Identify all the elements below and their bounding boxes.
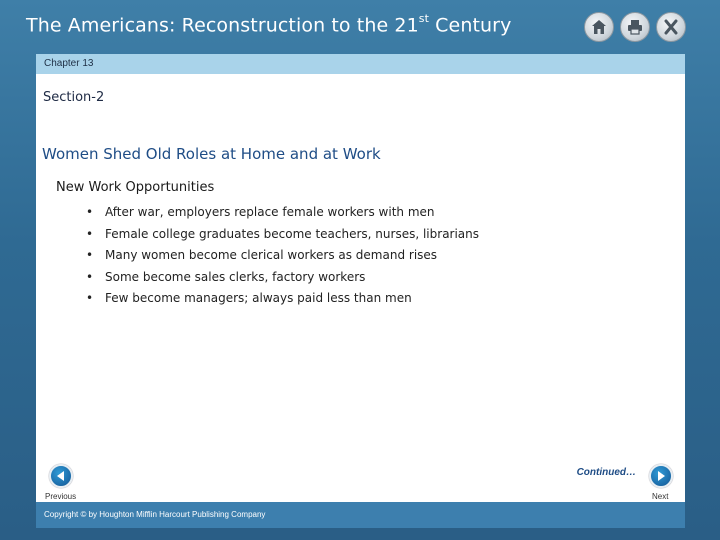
continued-label: Continued…	[576, 467, 636, 478]
home-button[interactable]	[584, 12, 614, 42]
previous-label: Previous	[45, 492, 77, 501]
chapter-label: Chapter 13	[44, 58, 94, 69]
footer	[36, 502, 685, 528]
bullet-icon: •	[86, 291, 94, 306]
title-bar	[0, 0, 720, 54]
slide-subheading: New Work Opportunities	[56, 180, 215, 195]
bullet-list	[86, 202, 479, 310]
close-icon	[662, 18, 680, 36]
bullet-icon: •	[86, 248, 94, 263]
section-label: Section-2	[43, 90, 105, 105]
nav-icons	[584, 12, 686, 42]
bullet-item: • Some become sales clerks, factory workers	[86, 267, 479, 289]
arrow-right-icon	[655, 470, 667, 482]
close-button[interactable]	[656, 12, 686, 42]
bullet-icon: •	[86, 269, 94, 284]
slide-heading: Women Shed Old Roles at Home and at Work	[42, 145, 381, 163]
home-icon	[590, 18, 608, 36]
bullet-icon: •	[86, 226, 94, 241]
next-label: Next	[652, 492, 669, 501]
bullet-item: • Female college graduates become teachers, nurses, librarians	[86, 224, 479, 246]
previous-button[interactable]	[49, 464, 73, 488]
bullet-item: • After war, employers replace female workers with men	[86, 202, 479, 224]
print-button[interactable]	[620, 12, 650, 42]
print-icon	[626, 18, 644, 36]
chapter-bar	[36, 54, 685, 74]
slide-content	[36, 74, 685, 502]
bullet-item: • Few become managers; always paid less than men	[86, 288, 479, 310]
next-button[interactable]	[649, 464, 673, 488]
copyright-text: Copyright © by Houghton Mifflin Harcourt Publishing Company	[44, 510, 266, 519]
arrow-left-icon	[55, 470, 67, 482]
bullet-item: • Many women become clerical workers as demand rises	[86, 245, 479, 267]
bullet-icon: •	[86, 205, 94, 219]
app-title: The Americans: Reconstruction to the 21st Century	[26, 12, 512, 37]
